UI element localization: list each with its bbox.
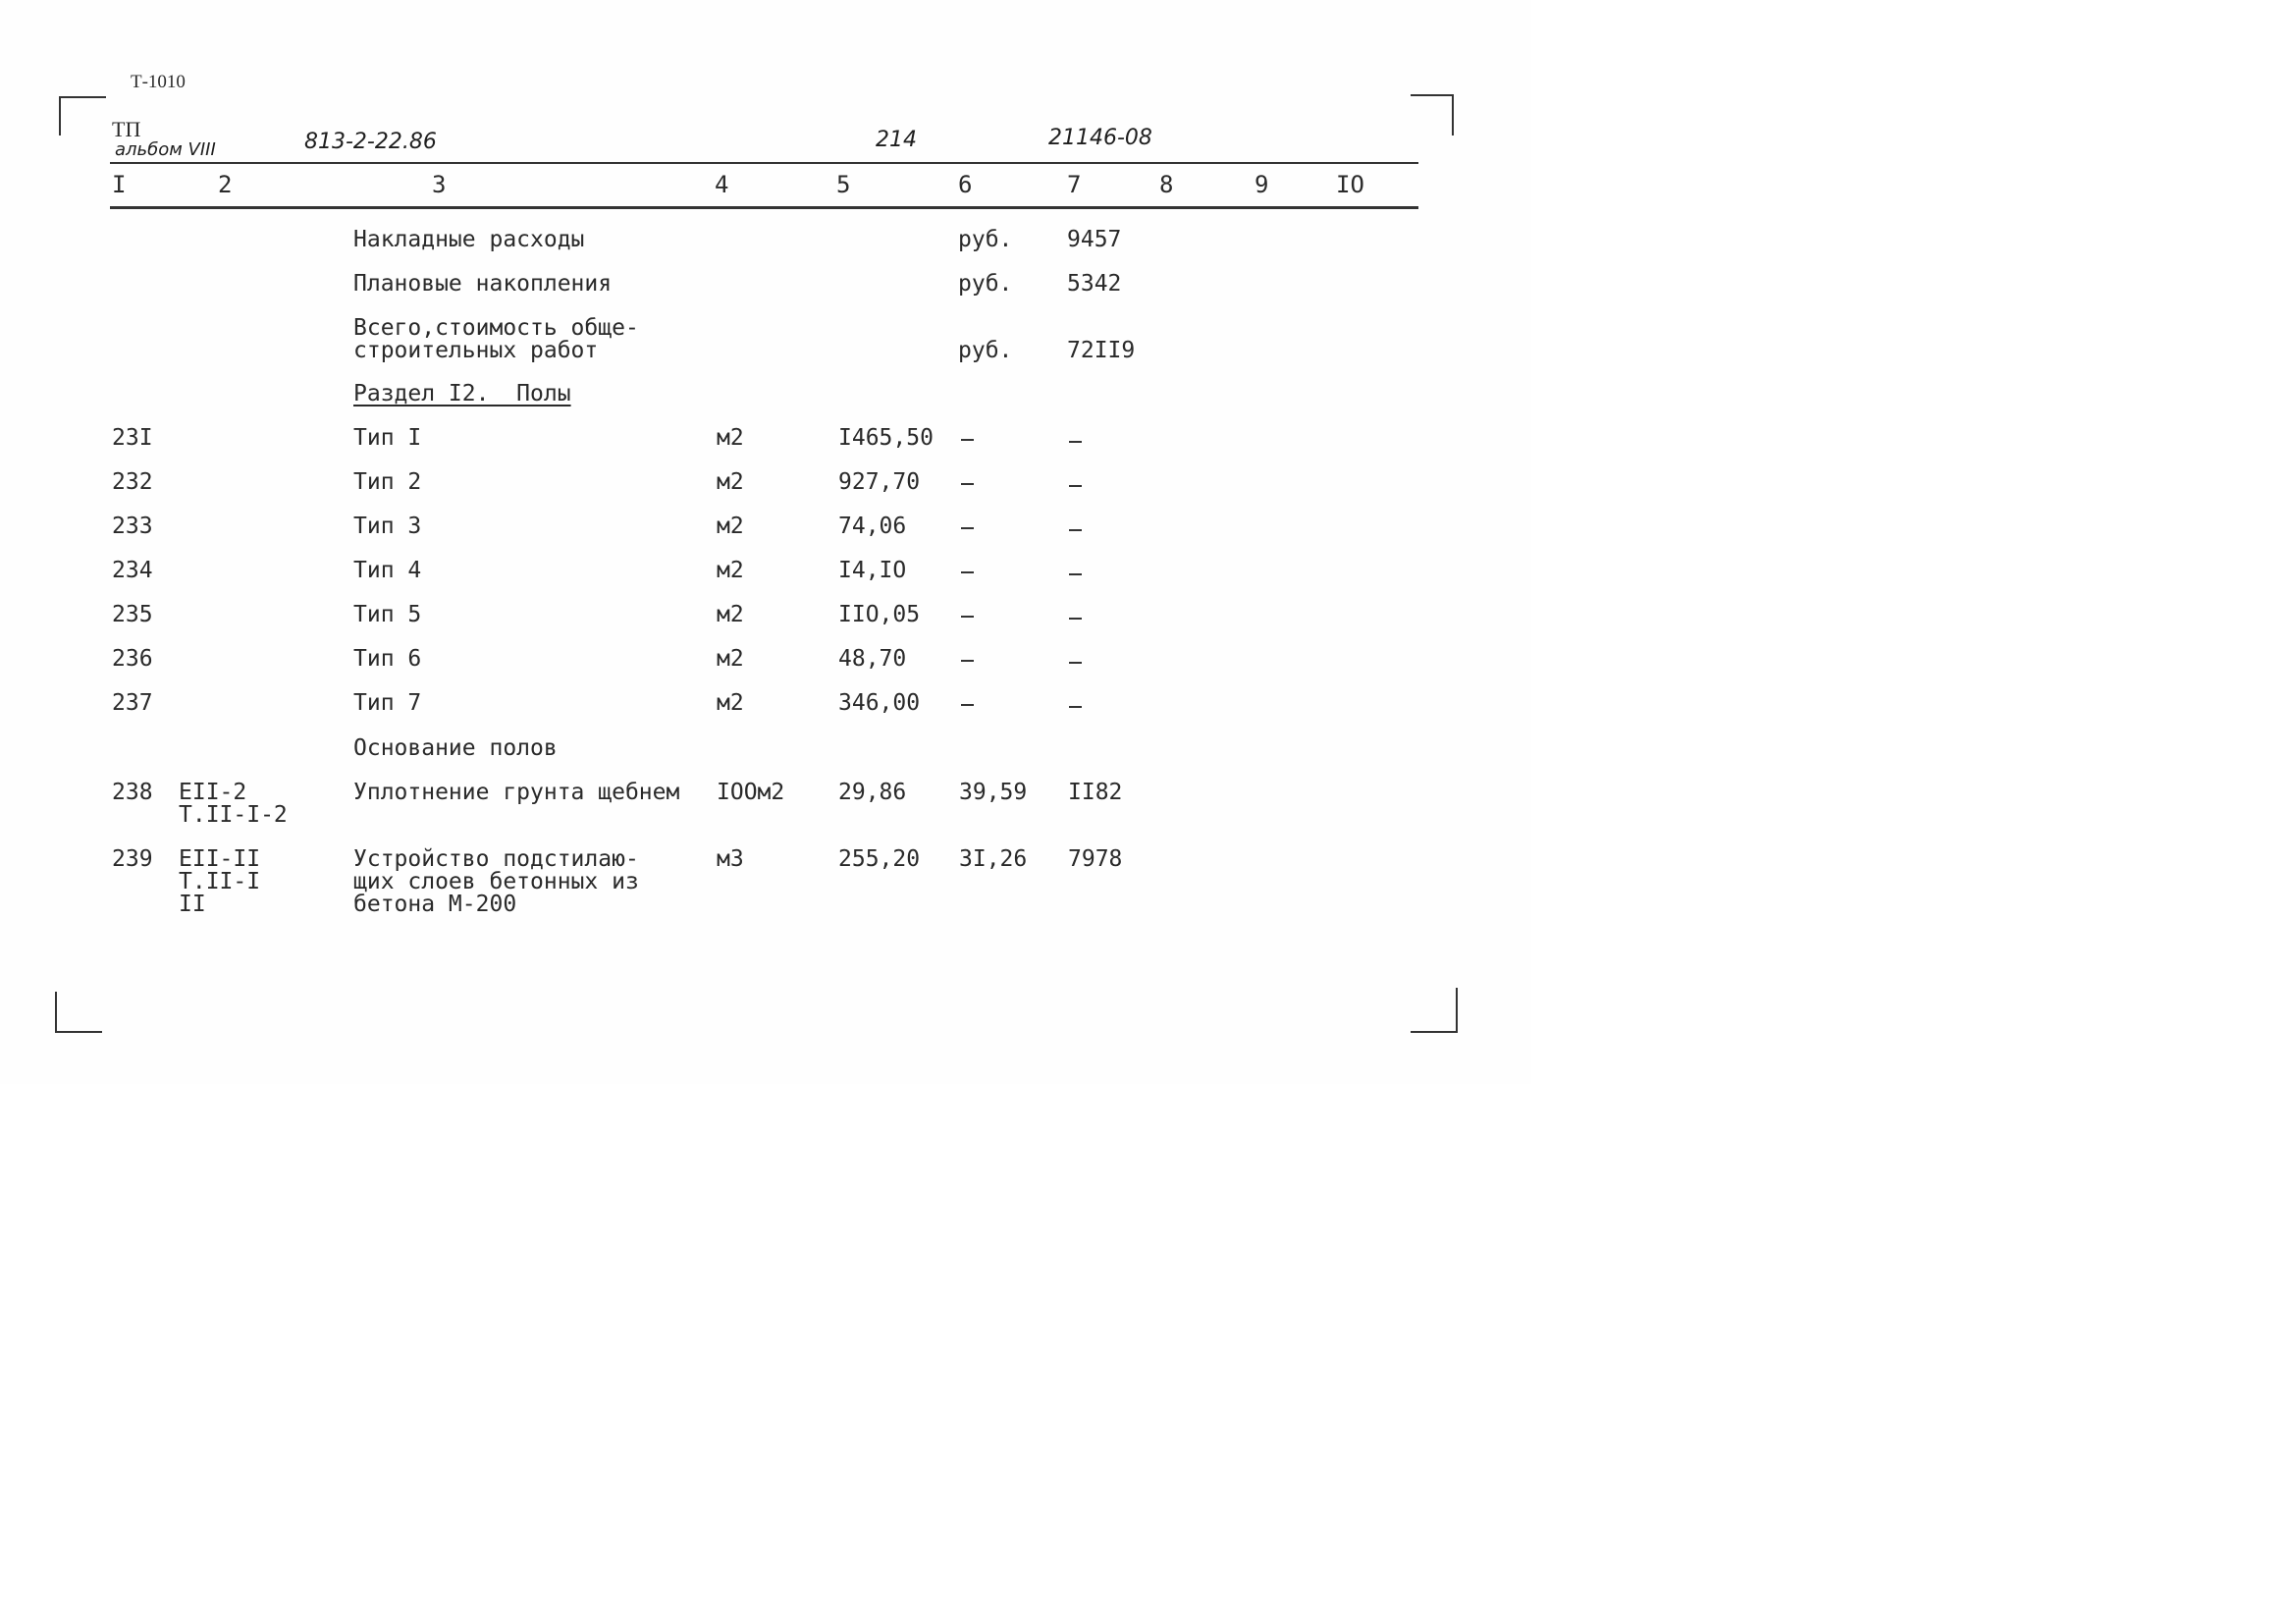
item-name: Тип 5: [353, 602, 422, 627]
item-name-line-2: щих слоев бетонных из: [353, 869, 639, 894]
item-total: 7978: [1068, 846, 1123, 872]
price-dash: [961, 483, 974, 485]
table-row: [0, 604, 1531, 633]
item-name: Тип 3: [353, 514, 422, 539]
column-number-8: 8: [1159, 171, 1174, 198]
item-quantity: 29,86: [838, 780, 907, 805]
item-unit: м3: [717, 846, 744, 872]
document-page: [0, 0, 1531, 1084]
item-unit: м2: [717, 558, 744, 583]
price-dash: [961, 527, 974, 529]
norm-code-line-3: II: [179, 892, 206, 917]
item-name: Тип 2: [353, 469, 422, 495]
row-number: 235: [112, 602, 153, 627]
corner-mark-bottom-right: [1411, 988, 1458, 1033]
item-total: II82: [1068, 780, 1123, 805]
table-row: [0, 560, 1531, 589]
subsection-title: Основание полов: [353, 735, 558, 761]
item-name: Тип I: [353, 425, 422, 451]
item-unit: IOOм2: [717, 780, 785, 805]
price-dash: [961, 660, 974, 662]
item-unit: м2: [717, 469, 744, 495]
item-quantity: 48,70: [838, 646, 907, 672]
table-row: [0, 427, 1531, 457]
column-number-10: IO: [1336, 171, 1364, 198]
item-unit: м2: [717, 425, 744, 451]
registration-number: 21146-08: [1048, 126, 1152, 150]
row-number: 234: [112, 558, 153, 583]
column-number-9: 9: [1255, 171, 1269, 198]
section-title: Раздел I2. Полы: [353, 381, 571, 406]
item-unit: м2: [717, 514, 744, 539]
item-value: 5342: [1067, 271, 1122, 297]
item-quantity: 74,06: [838, 514, 907, 539]
item-unit: руб.: [958, 227, 1013, 252]
total-dash: [1069, 485, 1082, 487]
table-row: [0, 317, 1531, 366]
table-row: [0, 471, 1531, 501]
total-dash: [1069, 573, 1082, 575]
item-name-line-2: строительных работ: [353, 338, 599, 363]
document-code: Т-1010: [131, 72, 186, 92]
item-name: Накладные расходы: [353, 227, 585, 252]
item-name-line-1: Устройство подстилаю-: [353, 846, 639, 872]
item-quantity: 346,00: [838, 690, 921, 716]
item-unit: м2: [717, 646, 744, 672]
item-quantity: 927,70: [838, 469, 921, 495]
column-number-3: 3: [432, 171, 447, 198]
column-number-4: 4: [715, 171, 729, 198]
norm-code-line-1: ЕII-II: [179, 846, 261, 872]
page-number: 214: [876, 128, 917, 152]
total-dash: [1069, 441, 1082, 443]
row-number: 233: [112, 514, 153, 539]
item-name: Тип 4: [353, 558, 422, 583]
item-unit-price: 3I,26: [959, 846, 1028, 872]
table-row: [0, 648, 1531, 677]
row-number: 238: [112, 780, 153, 805]
project-number: 813-2-22.86: [304, 130, 437, 154]
header-top-rule: [110, 162, 1418, 164]
row-number: 236: [112, 646, 153, 672]
column-number-5: 5: [836, 171, 851, 198]
album-label: альбом VIII: [115, 139, 216, 160]
price-dash: [961, 704, 974, 706]
column-number-7: 7: [1067, 171, 1082, 198]
item-value: 9457: [1067, 227, 1122, 252]
item-quantity: I4,IO: [838, 558, 907, 583]
column-number-1: I: [112, 171, 127, 198]
row-number: 232: [112, 469, 153, 495]
norm-code-line-1: ЕII-2: [179, 780, 247, 805]
table-row: [0, 515, 1531, 545]
tp-label: ТП: [112, 117, 141, 141]
total-dash: [1069, 529, 1082, 531]
table-row: [0, 273, 1531, 302]
item-name: Тип 7: [353, 690, 422, 716]
total-dash: [1069, 662, 1082, 664]
price-dash: [961, 571, 974, 573]
item-value: 72II9: [1067, 338, 1136, 363]
item-name-line-3: бетона М-200: [353, 892, 517, 917]
price-dash: [961, 439, 974, 441]
header-bottom-rule: [110, 206, 1418, 209]
price-dash: [961, 616, 974, 618]
total-dash: [1069, 618, 1082, 620]
item-name: Тип 6: [353, 646, 422, 672]
item-quantity: I465,50: [838, 425, 934, 451]
item-unit: руб.: [958, 271, 1013, 297]
item-quantity: 255,20: [838, 846, 921, 872]
item-unit: руб.: [958, 338, 1013, 363]
item-quantity: IIO,05: [838, 602, 921, 627]
norm-code-line-2: Т.II-I: [179, 869, 261, 894]
table-row: [0, 229, 1531, 258]
row-number: 239: [112, 846, 153, 872]
item-unit: м2: [717, 602, 744, 627]
table-row: [0, 782, 1531, 831]
column-number-2: 2: [218, 171, 233, 198]
item-unit: м2: [717, 690, 744, 716]
item-name: Уплотнение грунта щебнем: [353, 780, 680, 805]
norm-code-line-2: Т.II-I-2: [179, 802, 288, 828]
item-name: Плановые накопления: [353, 271, 613, 297]
total-dash: [1069, 706, 1082, 708]
table-row: [0, 692, 1531, 722]
corner-mark-top-left: [59, 96, 106, 135]
item-name-line-1: Всего,стоимость обще-: [353, 315, 639, 341]
row-number: 237: [112, 690, 153, 716]
table-row: [0, 848, 1531, 919]
corner-mark-top-right: [1411, 94, 1454, 135]
item-unit-price: 39,59: [959, 780, 1028, 805]
row-number: 23I: [112, 425, 153, 451]
column-number-6: 6: [958, 171, 973, 198]
corner-mark-bottom-left: [55, 992, 102, 1033]
